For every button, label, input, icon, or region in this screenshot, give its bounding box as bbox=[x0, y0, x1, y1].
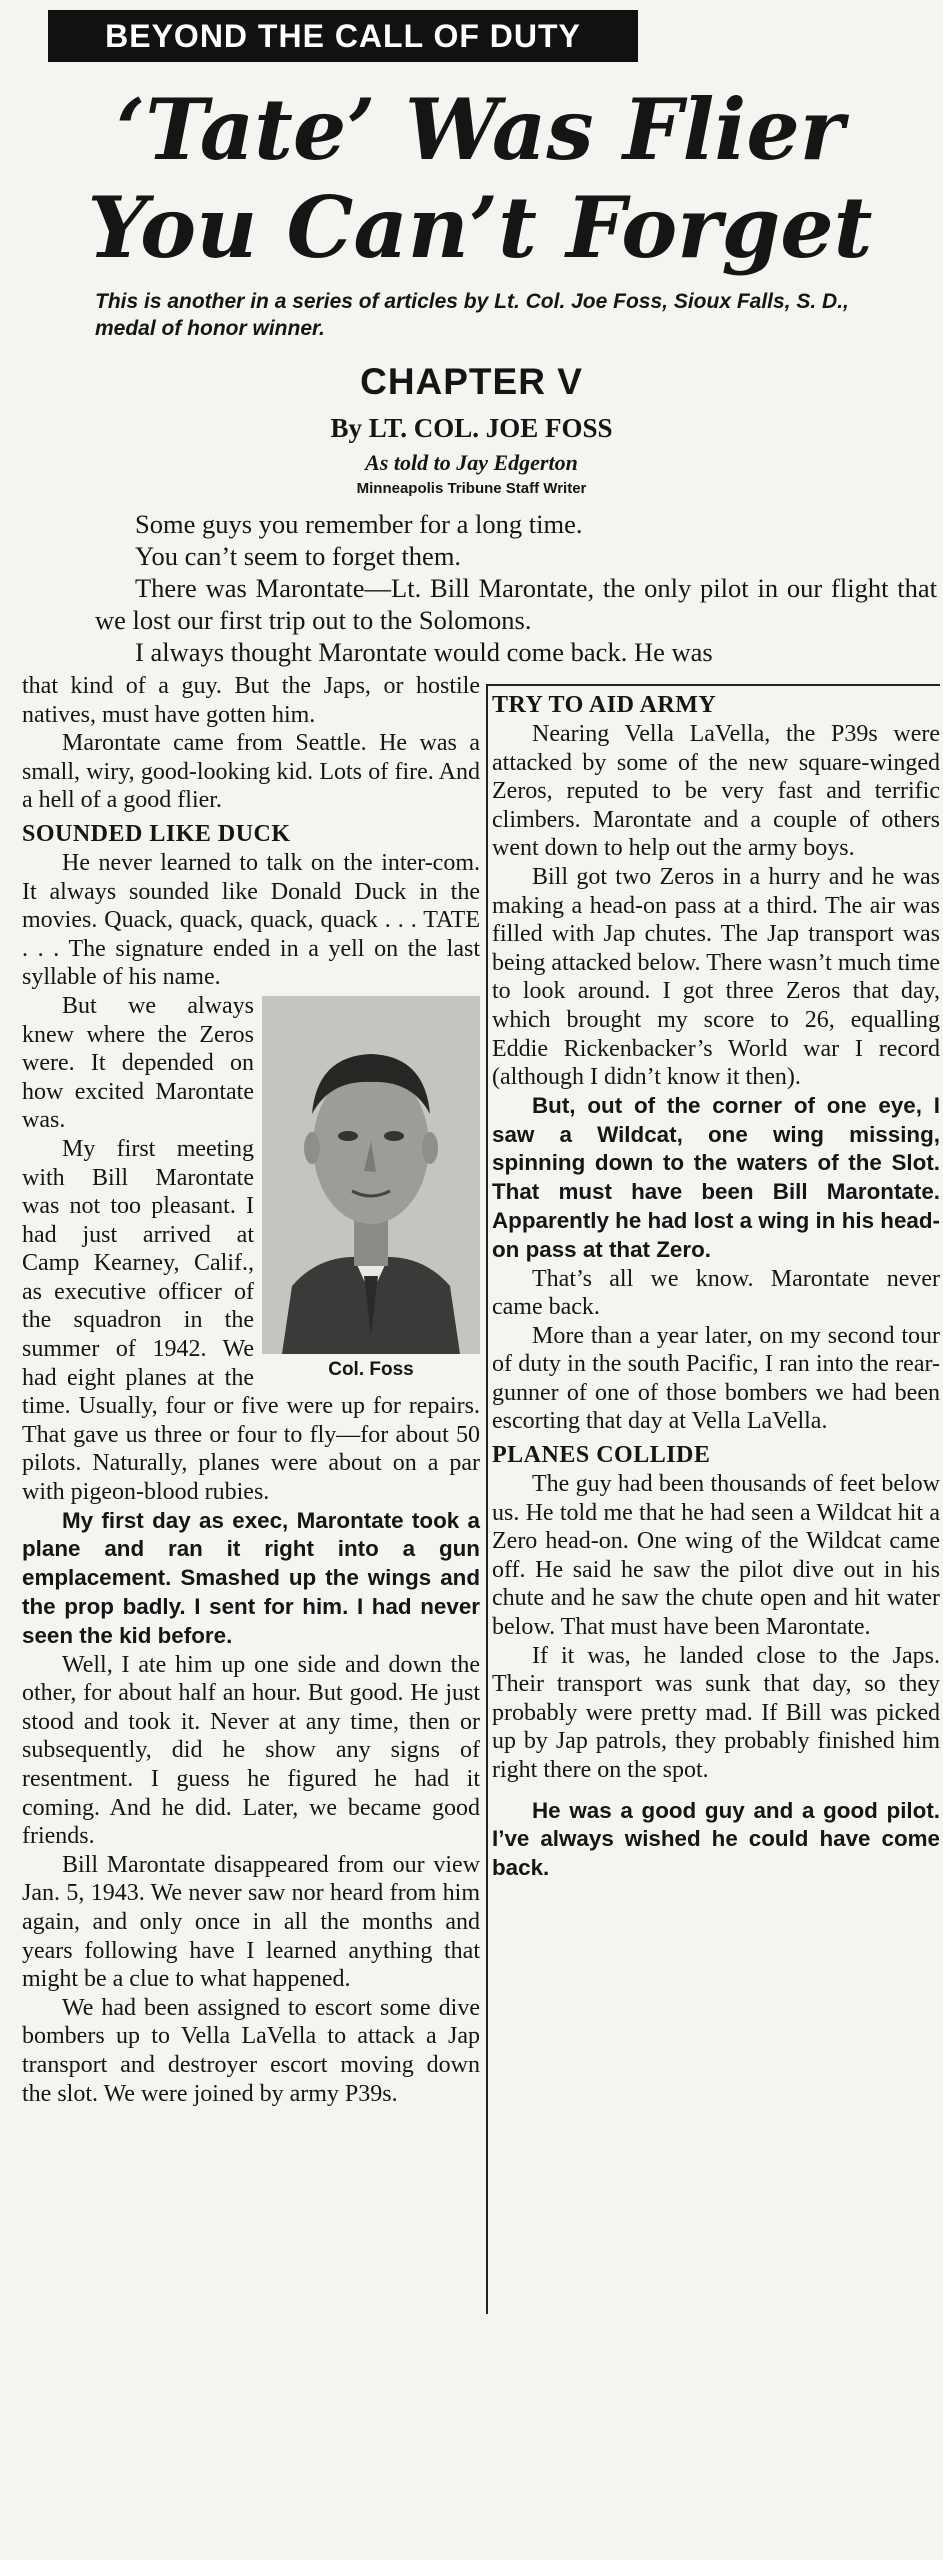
full-width-lead bbox=[95, 508, 937, 668]
paragraph: We had been assigned to escort some dive bombers up to Vella LaVella to attack a Jap transport and destroyer escort moving down the slot. We were joined by army P39s. bbox=[22, 1994, 480, 2107]
paragraph: Marontate came from Seattle. He was a small, wiry, good-looking kid. Lots of fire. And a hell of a good flier. bbox=[22, 730, 480, 814]
paragraph: Bill got two Zeros in a hurry and he was making a head-on pass at a third. The air was filled with Jap chutes. The Jap transport was being attacked below. There wasn’t much time to look around. I got three Zeros that day, which brought my score to 26, equalling Eddie Rickenbacker’s World war I record (although I didn’t know it then). bbox=[492, 863, 940, 1091]
paragraph: Well, I ate him up one side and down the other, for about half an hour. But good. He just stood and took it. Never at any time, then or subsequently, did he show any signs of resentment. I guess he figured he had it coming. And he did. Later, we became good friends. bbox=[22, 1651, 480, 1850]
paragraph: Nearing Vella LaVella, the P39s were attacked by some of the new square-winged Zeros, reputed to be very fast and terrific climbers. Marontate and a couple of others went down to help out the army boys. bbox=[492, 721, 940, 862]
bold-paragraph: He was a good guy and a good pilot. I’ve always wished he could have come back. bbox=[492, 1797, 940, 1881]
photo-caption: Col. Foss bbox=[328, 1358, 414, 1380]
subhead-planes-collide: PLANES COLLIDE bbox=[492, 1442, 711, 1469]
paragraph: My first meeting with Bill Marontate was not too pleasant. I had just arrived at Camp Kearney, Calif., as executive officer of the squadron in the summer of 1942. We had eight planes at the time. Usually, four or five were up for repairs. That gave us three or four to fly—for about 50 pilots. Naturally, planes were about on a par with pigeon-blood rubies. bbox=[22, 1135, 480, 1506]
paragraph: There was Marontate—Lt. Bill Marontate, the only pilot in our flight that we lost our first trip out to the Solomons. bbox=[95, 573, 937, 635]
paragraph: that kind of a guy. But the Japs, or hostile natives, must have gotten him. bbox=[22, 673, 480, 728]
intro-note: This is another in a series of articles by Lt. Col. Joe Foss, Sioux Falls, S. D., medal of honor winner. bbox=[95, 290, 849, 340]
paragraph: Bill Marontate disappeared from our view Jan. 5, 1943. We never saw nor heard from him again, and only once in all the months and years following have I learned anything that might be a clue to what happened. bbox=[22, 1851, 480, 1993]
headline-line-1: ‘Tate’ Was Flier bbox=[115, 80, 845, 179]
paragraph: But we always knew where the Zeros were. It depended on how excited Marontate was. bbox=[22, 992, 254, 1134]
subhead-try-to-aid-army: TRY TO AID ARMY bbox=[492, 692, 717, 718]
bold-paragraph: My first day as exec, Marontate took a plane and ran it right into a gun emplacement. Smashed up the wings and the prop badly. I sent for him. I had never seen the kid before. bbox=[22, 1507, 480, 1648]
chapter-heading: CHAPTER V bbox=[360, 361, 583, 402]
subhead-sounded-like-duck: SOUNDED LIKE DUCK bbox=[22, 820, 291, 847]
column-rule-vertical bbox=[486, 684, 488, 2314]
paragraph: If it was, he landed close to the Japs. Their transport was sunk that day, so they probably were pretty mad. If Bill was picked up by Jap patrols, they probably finished him right there on the spot. bbox=[492, 1642, 940, 1783]
column-rule-horizontal bbox=[488, 684, 940, 686]
right-column bbox=[492, 690, 940, 1883]
portrait-photo bbox=[262, 996, 480, 1354]
paragraph: I always thought Marontate would come back. He was bbox=[135, 637, 713, 667]
paragraph: That’s all we know. Marontate never came back. bbox=[492, 1265, 940, 1321]
staff-credit: Minneapolis Tribune Staff Writer bbox=[356, 480, 587, 497]
bold-paragraph: But, out of the corner of one eye, I saw a Wildcat, one wing missing, spinning down to the waters of the Slot. That must have been Bill Marontate. Apparently he had lost a wing in his head-on pass at that Zero. bbox=[492, 1092, 940, 1262]
paragraph: Some guys you remember for a long time. bbox=[135, 509, 583, 539]
series-banner: BEYOND THE CALL OF DUTY bbox=[48, 10, 638, 62]
as-told-to: As told to Jay Edgerton bbox=[365, 450, 578, 475]
paragraph: More than a year later, on my second tour of duty in the south Pacific, I ran into the rear-gunner of one of those bombers we had been escorting that day at Vella LaVella. bbox=[492, 1322, 940, 1435]
paragraph: You can’t seem to forget them. bbox=[135, 541, 462, 571]
left-column bbox=[22, 672, 480, 2108]
paragraph: He never learned to talk on the inter-com. It always sounded like Donald Duck in the movies. Quack, quack, quack, quack . . . TATE . . . The signature ended in a yell on the last syllable of his name. bbox=[22, 849, 480, 991]
byline: By LT. COL. JOE FOSS bbox=[330, 413, 613, 443]
portrait-figure bbox=[262, 996, 480, 1382]
paragraph: The guy had been thousands of feet below us. He told me that he had seen a Wildcat hit a Zero head-on. One wing of the Wildcat came off. He said he saw the pilot dive out in his chute and he saw the chute open and hit water below. That must have been Marontate. bbox=[492, 1471, 940, 1641]
headline-line-2: You Can’t Forget bbox=[87, 178, 873, 277]
